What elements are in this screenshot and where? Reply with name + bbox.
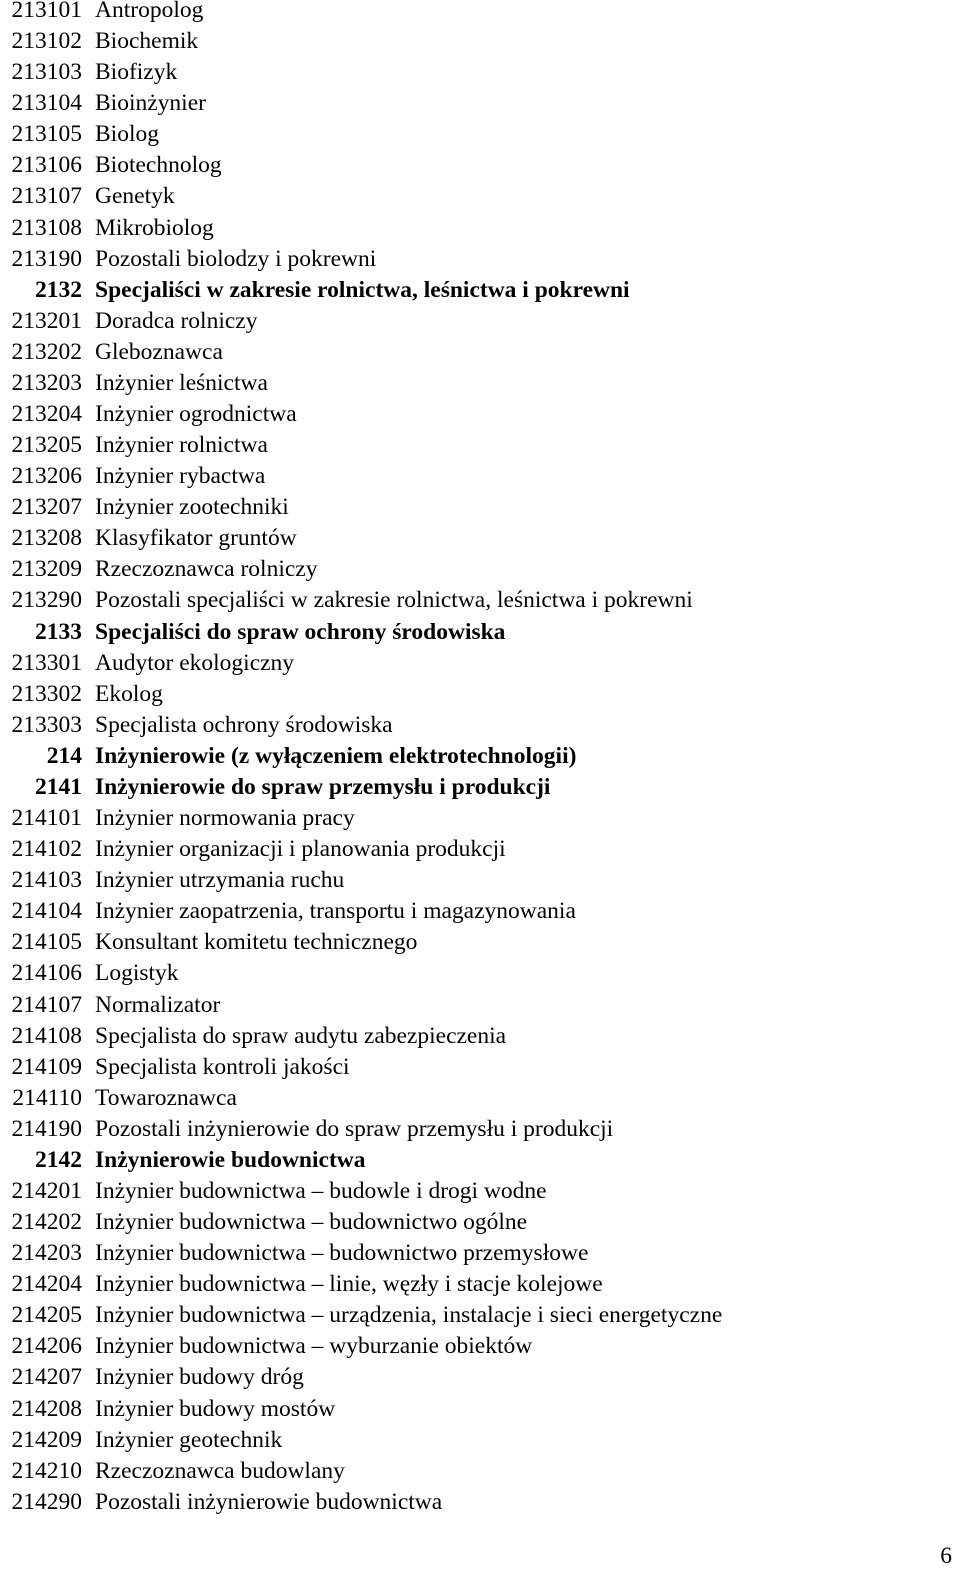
occupation-row bbox=[0, 865, 960, 896]
occupation-code: 214106 bbox=[11, 960, 82, 987]
occupation-row bbox=[0, 57, 960, 88]
occupation-name: Bioinżynier bbox=[95, 90, 206, 117]
occupation-name: Inżynierowie (z wyłączeniem elektrotechnologii) bbox=[95, 742, 577, 769]
occupation-row bbox=[0, 399, 960, 430]
occupation-code: 214101 bbox=[11, 805, 82, 832]
occupation-code: 213303 bbox=[11, 711, 82, 738]
occupation-code: 213105 bbox=[11, 121, 82, 148]
group-heading-row bbox=[0, 1145, 960, 1176]
occupation-code: 214105 bbox=[11, 929, 82, 956]
occupation-code: 213107 bbox=[11, 183, 82, 210]
occupation-name: Logistyk bbox=[95, 960, 179, 987]
occupation-name: Normalizator bbox=[95, 991, 221, 1018]
occupation-code: 213302 bbox=[11, 680, 82, 707]
occupation-name: Biolog bbox=[95, 121, 159, 148]
occupation-code: 214203 bbox=[11, 1240, 82, 1267]
occupation-row bbox=[0, 834, 960, 865]
group-heading-row bbox=[0, 772, 960, 803]
occupation-code: 213202 bbox=[11, 338, 82, 365]
occupation-code: 213206 bbox=[11, 463, 82, 490]
occupation-code: 213204 bbox=[11, 401, 82, 428]
occupation-code: 214204 bbox=[11, 1271, 82, 1298]
occupation-row bbox=[0, 648, 960, 679]
occupation-name: Pozostali inżynierowie budownictwa bbox=[95, 1488, 443, 1515]
occupation-code: 214202 bbox=[11, 1209, 82, 1236]
occupation-row bbox=[0, 1456, 960, 1487]
occupation-code: 214107 bbox=[11, 991, 82, 1018]
occupation-name: Gleboznawca bbox=[95, 338, 223, 365]
occupation-row bbox=[0, 554, 960, 585]
occupation-name: Ekolog bbox=[95, 680, 163, 707]
occupation-name: Biochemik bbox=[95, 28, 199, 55]
occupation-code: 213207 bbox=[11, 494, 82, 521]
occupation-row bbox=[0, 26, 960, 57]
occupation-row bbox=[0, 1021, 960, 1052]
occupation-code: 213201 bbox=[11, 307, 82, 334]
occupation-row bbox=[0, 1394, 960, 1425]
occupation-code: 213102 bbox=[11, 28, 82, 55]
occupation-row bbox=[0, 213, 960, 244]
occupation-name: Biotechnolog bbox=[95, 152, 222, 179]
occupation-name: Inżynier ogrodnictwa bbox=[95, 401, 297, 428]
occupation-name: Inżynier rolnictwa bbox=[95, 432, 268, 459]
occupation-name: Inżynierowie budownictwa bbox=[95, 1146, 366, 1173]
occupation-row bbox=[0, 927, 960, 958]
occupation-code: 213290 bbox=[11, 587, 82, 614]
occupation-code: 213208 bbox=[11, 525, 82, 552]
occupation-name: Konsultant komitetu technicznego bbox=[95, 929, 418, 956]
occupation-row bbox=[0, 0, 960, 26]
occupation-row bbox=[0, 1300, 960, 1331]
occupation-name: Specjalista do spraw audytu zabezpieczenia bbox=[95, 1022, 507, 1049]
occupation-row bbox=[0, 181, 960, 212]
occupation-name: Inżynier budownictwa – wyburzanie obiektów bbox=[95, 1333, 533, 1360]
occupation-row bbox=[0, 1207, 960, 1238]
page-number: 6 bbox=[940, 1543, 952, 1569]
occupation-row bbox=[0, 368, 960, 399]
occupation-code: 213104 bbox=[11, 90, 82, 117]
occupation-name: Pozostali specjaliści w zakresie rolnictwa, leśnictwa i pokrewni bbox=[95, 587, 693, 614]
occupation-row bbox=[0, 461, 960, 492]
occupation-code: 214207 bbox=[11, 1364, 82, 1391]
occupation-row bbox=[0, 679, 960, 710]
occupation-name: Genetyk bbox=[95, 183, 175, 210]
occupation-name: Inżynier leśnictwa bbox=[95, 369, 268, 396]
occupation-code: 213301 bbox=[11, 649, 82, 676]
occupation-row bbox=[0, 1425, 960, 1456]
occupation-row bbox=[0, 1331, 960, 1362]
occupation-code: 214210 bbox=[11, 1457, 82, 1484]
occupation-row bbox=[0, 119, 960, 150]
occupation-name: Biofizyk bbox=[95, 59, 178, 86]
occupation-name: Inżynier zootechniki bbox=[95, 494, 289, 521]
occupation-name: Inżynier budownictwa – linie, węzły i stacje kolejowe bbox=[95, 1271, 603, 1298]
occupation-code: 213108 bbox=[11, 214, 82, 241]
occupation-code: 214209 bbox=[11, 1426, 82, 1453]
occupation-row bbox=[0, 803, 960, 834]
occupation-name: Inżynier budownictwa – budownictwo ogólne bbox=[95, 1209, 528, 1236]
occupation-name: Inżynier normowania pracy bbox=[95, 805, 355, 832]
occupation-code: 213203 bbox=[11, 369, 82, 396]
occupation-name: Inżynierowie do spraw przemysłu i produkcji bbox=[95, 773, 551, 800]
occupation-code: 214104 bbox=[11, 898, 82, 925]
occupation-code: 214102 bbox=[11, 836, 82, 863]
occupation-row bbox=[0, 958, 960, 989]
occupation-row bbox=[0, 1176, 960, 1207]
occupation-code: 214205 bbox=[11, 1302, 82, 1329]
occupation-row bbox=[0, 1238, 960, 1269]
occupation-name: Mikrobiolog bbox=[95, 214, 214, 241]
occupation-name: Inżynier budownictwa – budowle i drogi wodne bbox=[95, 1177, 547, 1204]
occupation-name: Inżynier geotechnik bbox=[95, 1426, 283, 1453]
occupation-code: 214190 bbox=[11, 1115, 82, 1142]
occupation-name: Inżynier utrzymania ruchu bbox=[95, 867, 345, 894]
occupation-name: Audytor ekologiczny bbox=[95, 649, 295, 676]
occupation-name: Inżynier budowy dróg bbox=[95, 1364, 304, 1391]
group-heading-row bbox=[0, 617, 960, 648]
occupation-row bbox=[0, 1052, 960, 1083]
occupation-code: 214290 bbox=[11, 1488, 82, 1515]
occupation-row bbox=[0, 1114, 960, 1145]
occupation-row bbox=[0, 430, 960, 461]
occupation-row bbox=[0, 150, 960, 181]
occupation-row bbox=[0, 896, 960, 927]
occupation-name: Specjaliści w zakresie rolnictwa, leśnictwa i pokrewni bbox=[95, 276, 630, 303]
occupation-row bbox=[0, 523, 960, 554]
occupation-name: Specjalista ochrony środowiska bbox=[95, 711, 393, 738]
occupation-code: 214103 bbox=[11, 867, 82, 894]
occupation-name: Inżynier rybactwa bbox=[95, 463, 266, 490]
occupation-code: 213205 bbox=[11, 432, 82, 459]
occupation-name: Klasyfikator gruntów bbox=[95, 525, 297, 552]
occupation-name: Inżynier budowy mostów bbox=[95, 1395, 336, 1422]
occupation-code: 213103 bbox=[11, 59, 82, 86]
occupation-name: Rzeczoznawca budowlany bbox=[95, 1457, 345, 1484]
occupation-code: 214201 bbox=[11, 1177, 82, 1204]
occupation-code: 2141 bbox=[35, 773, 82, 800]
occupation-code: 213209 bbox=[11, 556, 82, 583]
occupation-code: 2133 bbox=[35, 618, 82, 645]
occupation-row bbox=[0, 244, 960, 275]
occupation-name: Antropolog bbox=[95, 0, 204, 23]
occupation-code: 2142 bbox=[35, 1146, 82, 1173]
group-heading-row bbox=[0, 275, 960, 306]
occupation-name: Pozostali inżynierowie do spraw przemysłu i produkcji bbox=[95, 1115, 614, 1142]
occupation-name: Inżynier zaopatrzenia, transportu i magazynowania bbox=[95, 898, 576, 925]
occupation-code: 214 bbox=[46, 742, 82, 769]
occupation-code: 2132 bbox=[35, 276, 82, 303]
occupation-code: 214109 bbox=[11, 1053, 82, 1080]
occupation-name: Specjaliści do spraw ochrony środowiska bbox=[95, 618, 506, 645]
occupation-code: 213106 bbox=[11, 152, 82, 179]
occupation-row bbox=[0, 337, 960, 368]
occupation-name: Specjalista kontroli jakości bbox=[95, 1053, 350, 1080]
occupation-row bbox=[0, 1487, 960, 1518]
occupation-name: Rzeczoznawca rolniczy bbox=[95, 556, 318, 583]
occupation-row bbox=[0, 306, 960, 337]
occupation-row bbox=[0, 88, 960, 119]
occupation-name: Towaroznawca bbox=[95, 1084, 237, 1111]
occupation-code: 213190 bbox=[11, 245, 82, 272]
occupation-row bbox=[0, 1362, 960, 1393]
occupation-code: 214208 bbox=[11, 1395, 82, 1422]
occupation-row bbox=[0, 1269, 960, 1300]
occupation-row bbox=[0, 492, 960, 523]
occupation-name: Inżynier budownictwa – budownictwo przemysłowe bbox=[95, 1240, 589, 1267]
occupation-code: 214206 bbox=[11, 1333, 82, 1360]
occupation-code: 214108 bbox=[11, 1022, 82, 1049]
occupation-row bbox=[0, 1083, 960, 1114]
occupation-row bbox=[0, 990, 960, 1021]
occupation-row bbox=[0, 710, 960, 741]
group-heading-row bbox=[0, 741, 960, 772]
occupation-code: 214110 bbox=[12, 1084, 82, 1111]
occupation-name: Doradca rolniczy bbox=[95, 307, 258, 334]
occupation-name: Pozostali biolodzy i pokrewni bbox=[95, 245, 377, 272]
occupation-code: 213101 bbox=[11, 0, 82, 23]
occupation-name: Inżynier budownictwa – urządzenia, instalacje i sieci energetyczne bbox=[95, 1302, 723, 1329]
occupation-row bbox=[0, 585, 960, 616]
occupation-name: Inżynier organizacji i planowania produkcji bbox=[95, 836, 506, 863]
